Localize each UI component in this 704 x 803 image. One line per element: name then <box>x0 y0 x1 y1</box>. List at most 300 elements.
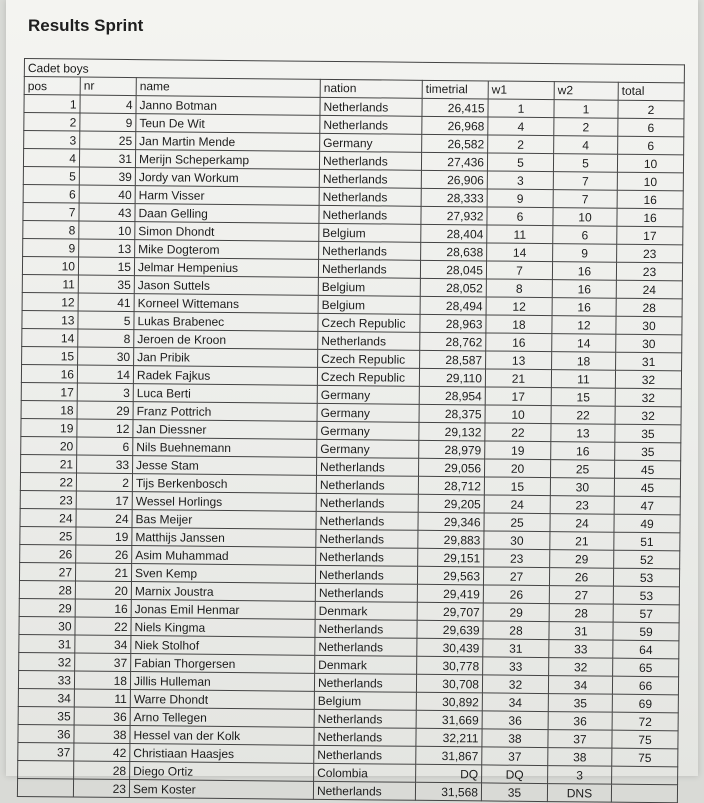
cell-timetrial: 30,439 <box>417 638 483 657</box>
cell-pos: 20 <box>21 436 77 455</box>
cell-total: 10 <box>617 154 683 173</box>
cell-nation: Netherlands <box>314 673 416 692</box>
cell-timetrial: 29,205 <box>418 494 484 513</box>
cell-pos: 18 <box>21 400 77 419</box>
cell-name: Jason Suttels <box>134 276 318 296</box>
cell-w1: 13 <box>486 351 552 370</box>
cell-w1: 37 <box>482 747 548 766</box>
cell-w1: 12 <box>486 297 552 316</box>
cell-nation: Germany <box>320 133 422 152</box>
cell-pos: 13 <box>22 310 78 329</box>
cell-w2: 22 <box>551 406 615 425</box>
cell-nation: Netherlands <box>316 475 418 494</box>
cell-timetrial: 28,052 <box>420 278 486 297</box>
cell-w1: 20 <box>484 459 550 478</box>
cell-pos: 2 <box>24 113 80 132</box>
cell-w2: 27 <box>549 586 613 605</box>
cell-w1: 21 <box>485 369 551 388</box>
cell-total: 30 <box>616 334 682 353</box>
cell-total: 32 <box>615 406 681 425</box>
cell-nation: Netherlands <box>319 187 421 206</box>
cell-name: Hessel van der Kolk <box>130 726 314 746</box>
cell-w2: 32 <box>549 658 613 677</box>
cell-w2: 15 <box>551 388 615 407</box>
cell-timetrial: 28,404 <box>421 224 487 243</box>
cell-name: Jonas Emil Henmar <box>131 600 315 620</box>
cell-timetrial: 29,151 <box>418 548 484 567</box>
cell-w2: 14 <box>552 334 616 353</box>
cell-pos: 11 <box>22 274 78 293</box>
cell-pos: 28 <box>19 580 75 599</box>
cell-nr: 28 <box>74 761 130 780</box>
cell-w1: 14 <box>487 243 553 262</box>
header-w2: w2 <box>554 82 618 101</box>
cell-total: 57 <box>613 604 679 623</box>
cell-total: 16 <box>617 190 683 209</box>
cell-pos: 32 <box>19 652 75 671</box>
cell-w2: 6 <box>553 226 617 245</box>
cell-nr: 14 <box>77 365 133 384</box>
cell-pos: 37 <box>18 742 74 761</box>
cell-nation: Netherlands <box>314 709 416 728</box>
cell-nr: 13 <box>79 239 135 258</box>
cell-name: Franz Pottrich <box>133 402 317 422</box>
cell-name: Warre Dhondt <box>130 690 314 710</box>
cell-timetrial: 28,587 <box>420 350 486 369</box>
cell-pos: 26 <box>20 544 76 563</box>
cell-nation: Netherlands <box>315 583 417 602</box>
cell-total: 6 <box>618 118 684 137</box>
cell-total: 31 <box>616 352 682 371</box>
cell-total: 49 <box>614 514 680 533</box>
cell-timetrial: 31,669 <box>416 710 482 729</box>
cell-total <box>611 784 677 803</box>
page-title: Results Sprint <box>28 16 144 35</box>
cell-nation: Netherlands <box>313 781 415 800</box>
cell-nation: Netherlands <box>314 745 416 764</box>
cell-total: 45 <box>614 478 680 497</box>
cell-nr: 30 <box>78 347 134 366</box>
cell-total: 30 <box>616 316 682 335</box>
cell-w1: 6 <box>487 207 553 226</box>
cell-timetrial: 32,211 <box>416 728 482 747</box>
cell-nr: 23 <box>73 779 129 798</box>
cell-timetrial: 28,963 <box>420 314 486 333</box>
cell-timetrial: 29,110 <box>419 368 485 387</box>
cell-pos: 16 <box>21 364 77 383</box>
cell-w1: 35 <box>481 783 547 802</box>
cell-timetrial: 31,568 <box>415 782 481 801</box>
cell-total: 24 <box>616 280 682 299</box>
cell-pos: 31 <box>19 634 75 653</box>
cell-w1: 23 <box>484 549 550 568</box>
cell-nr: 11 <box>74 689 130 708</box>
cell-nr: 34 <box>75 635 131 654</box>
cell-w2: 9 <box>553 244 617 263</box>
cell-nr: 36 <box>74 707 130 726</box>
cell-w2: 35 <box>548 694 612 713</box>
cell-w2: 24 <box>550 514 614 533</box>
cell-name: Teun De Wit <box>136 114 320 134</box>
cell-w1: 28 <box>483 621 549 640</box>
cell-timetrial: 27,436 <box>421 152 487 171</box>
cell-name: Matthijs Janssen <box>132 528 316 548</box>
cell-nation: Netherlands <box>315 637 417 656</box>
cell-w2: 7 <box>553 172 617 191</box>
cell-name: Jan Diessner <box>133 420 317 440</box>
cell-name: Janno Botman <box>136 96 320 116</box>
cell-nation: Netherlands <box>319 169 421 188</box>
cell-total: 51 <box>614 532 680 551</box>
cell-w1: 1 <box>488 99 554 118</box>
cell-name: Jordy van Workum <box>135 168 319 188</box>
cell-nation: Denmark <box>315 655 417 674</box>
cell-pos: 7 <box>23 202 79 221</box>
cell-name: Korneel Wittemans <box>134 294 318 314</box>
cell-nation: Germany <box>317 403 419 422</box>
cell-name: Harm Visser <box>135 186 319 206</box>
cell-w2: 31 <box>549 622 613 641</box>
cell-w1: 27 <box>483 567 549 586</box>
cell-timetrial: 26,415 <box>422 98 488 117</box>
header-nation: nation <box>320 79 422 98</box>
cell-nr: 38 <box>74 725 130 744</box>
cell-nr: 43 <box>79 203 135 222</box>
cell-total: 47 <box>614 496 680 515</box>
cell-nr: 3 <box>77 383 133 402</box>
cell-total: 59 <box>613 622 679 641</box>
cell-w2: 7 <box>553 190 617 209</box>
cell-nr: 39 <box>79 167 135 186</box>
cell-nr: 15 <box>78 257 134 276</box>
cell-w2: 38 <box>548 748 612 767</box>
cell-w2: 10 <box>553 208 617 227</box>
cell-nr: 9 <box>80 113 136 132</box>
cell-total: 35 <box>615 424 681 443</box>
cell-nr: 19 <box>76 527 132 546</box>
cell-name: Simon Dhondt <box>135 222 319 242</box>
cell-pos: 29 <box>19 598 75 617</box>
cell-w1: 38 <box>482 729 548 748</box>
cell-timetrial: 28,979 <box>419 440 485 459</box>
cell-nr: 18 <box>74 671 130 690</box>
cell-w1: 15 <box>484 477 550 496</box>
cell-nation: Colombia <box>314 763 416 782</box>
cell-w2: 16 <box>551 442 615 461</box>
cell-nr: 22 <box>75 617 131 636</box>
cell-timetrial: 29,056 <box>419 458 485 477</box>
cell-nation: Germany <box>317 385 419 404</box>
cell-timetrial: 30,892 <box>416 692 482 711</box>
cell-pos: 34 <box>18 688 74 707</box>
cell-nation: Netherlands <box>319 205 421 224</box>
header-name: name <box>136 78 320 98</box>
cell-w1: 5 <box>487 153 553 172</box>
cell-w1: 34 <box>482 693 548 712</box>
cell-name: Diego Ortiz <box>130 762 314 782</box>
cell-pos: 10 <box>22 256 78 275</box>
cell-total: 10 <box>617 172 683 191</box>
cell-pos: 3 <box>24 131 80 150</box>
cell-total: 23 <box>617 244 683 263</box>
cell-nation: Netherlands <box>319 151 421 170</box>
cell-w1: 30 <box>484 531 550 550</box>
cell-nr: 2 <box>76 473 132 492</box>
cell-total: 65 <box>613 658 679 677</box>
cell-nr: 16 <box>75 599 131 618</box>
cell-w1: 2 <box>488 135 554 154</box>
cell-w1: 19 <box>485 441 551 460</box>
cell-w1: 17 <box>485 387 551 406</box>
cell-nr: 24 <box>76 509 132 528</box>
cell-name: Sem Koster <box>129 780 313 800</box>
cell-nation: Denmark <box>315 601 417 620</box>
cell-w2: 23 <box>550 496 614 515</box>
cell-pos: 8 <box>23 220 79 239</box>
cell-name: Asim Muhammad <box>132 546 316 566</box>
cell-total <box>612 766 678 785</box>
cell-nr: 5 <box>78 311 134 330</box>
cell-pos: 12 <box>22 292 78 311</box>
cell-pos: 35 <box>18 706 74 725</box>
results-sheet <box>6 0 698 800</box>
cell-w2: 2 <box>554 118 618 137</box>
cell-nr: 29 <box>77 401 133 420</box>
cell-name: Jan Pribik <box>134 348 318 368</box>
cell-w2: 29 <box>550 550 614 569</box>
cell-w1: 22 <box>485 423 551 442</box>
cell-name: Marnix Joustra <box>131 582 315 602</box>
cell-pos: 19 <box>21 418 77 437</box>
cell-nation: Netherlands <box>320 97 422 116</box>
cell-nr: 26 <box>76 545 132 564</box>
header-timetrial: timetrial <box>422 80 488 99</box>
cell-name: Daan Gelling <box>135 204 319 224</box>
cell-w2: 34 <box>548 676 612 695</box>
cell-pos: 17 <box>21 382 77 401</box>
cell-pos <box>18 760 74 779</box>
header-pos: pos <box>24 77 80 96</box>
cell-name: Fabian Thorgersen <box>131 654 315 674</box>
cell-total: 2 <box>618 100 684 119</box>
cell-w1: 36 <box>482 711 548 730</box>
cell-nation: Netherlands <box>316 493 418 512</box>
cell-nr: 21 <box>75 563 131 582</box>
cell-w1: 3 <box>487 171 553 190</box>
cell-nr: 8 <box>78 329 134 348</box>
cell-w2: 37 <box>548 730 612 749</box>
cell-nation: Netherlands <box>316 529 418 548</box>
cell-pos: 30 <box>19 616 75 635</box>
cell-w2: 16 <box>552 280 616 299</box>
cell-nr: 40 <box>79 185 135 204</box>
cell-timetrial: 28,638 <box>421 242 487 261</box>
cell-timetrial: 28,712 <box>418 476 484 495</box>
cell-w1: 29 <box>483 603 549 622</box>
cell-timetrial: 26,906 <box>421 170 487 189</box>
cell-timetrial: 28,762 <box>420 332 486 351</box>
cell-total: 53 <box>613 586 679 605</box>
cell-total: 32 <box>615 370 681 389</box>
cell-timetrial: 29,419 <box>417 584 483 603</box>
cell-w1: 31 <box>483 639 549 658</box>
cell-timetrial: 31,867 <box>416 746 482 765</box>
cell-timetrial: DQ <box>416 764 482 783</box>
cell-total: 35 <box>615 442 681 461</box>
cell-total: 23 <box>616 262 682 281</box>
cell-nr: 6 <box>77 437 133 456</box>
cell-timetrial: 30,708 <box>416 674 482 693</box>
cell-pos: 4 <box>23 149 79 168</box>
cell-w1: 7 <box>486 261 552 280</box>
cell-name: Lukas Brabenec <box>134 312 318 332</box>
cell-w2: 28 <box>549 604 613 623</box>
cell-total: 75 <box>612 748 678 767</box>
header-nr: nr <box>80 77 136 96</box>
cell-timetrial: 29,132 <box>419 422 485 441</box>
cell-w2: 12 <box>552 316 616 335</box>
cell-timetrial: 28,045 <box>420 260 486 279</box>
cell-timetrial: 29,346 <box>418 512 484 531</box>
cell-nation: Netherlands <box>316 511 418 530</box>
category-label: Cadet boys <box>24 59 684 83</box>
cell-nation: Netherlands <box>318 259 420 278</box>
cell-w2: 36 <box>548 712 612 731</box>
cell-timetrial: 28,494 <box>420 296 486 315</box>
cell-nr: 4 <box>80 95 136 114</box>
cell-w1: 25 <box>484 513 550 532</box>
cell-w2: DNS <box>547 784 611 803</box>
cell-pos: 33 <box>18 670 74 689</box>
cell-nr: 20 <box>75 581 131 600</box>
cell-total: 75 <box>612 730 678 749</box>
cell-name: Jelmar Hempenius <box>134 258 318 278</box>
cell-nr: 41 <box>78 293 134 312</box>
cell-name: Radek Fajkus <box>133 366 317 386</box>
cell-name: Christiaan Haasjes <box>130 744 314 764</box>
cell-w1: DQ <box>482 765 548 784</box>
cell-name: Tijs Berkenbosch <box>132 474 316 494</box>
cell-total: 64 <box>613 640 679 659</box>
cell-pos <box>17 778 73 797</box>
cell-name: Arno Tellegen <box>130 708 314 728</box>
cell-total: 17 <box>617 226 683 245</box>
cell-nation: Netherlands <box>319 241 421 260</box>
cell-pos: 36 <box>18 724 74 743</box>
cell-w2: 13 <box>551 424 615 443</box>
cell-name: Niek Stolhof <box>131 636 315 656</box>
cell-nation: Czech Republic <box>318 349 420 368</box>
cell-nr: 37 <box>75 653 131 672</box>
cell-nation: Czech Republic <box>317 367 419 386</box>
cell-nation: Belgium <box>318 277 420 296</box>
cell-nation: Netherlands <box>315 565 417 584</box>
cell-name: Bas Meijer <box>132 510 316 530</box>
cell-timetrial: 29,707 <box>417 602 483 621</box>
cell-pos: 6 <box>23 184 79 203</box>
cell-nation: Netherlands <box>314 727 416 746</box>
cell-timetrial: 28,333 <box>421 188 487 207</box>
cell-nation: Netherlands <box>318 331 420 350</box>
cell-total: 32 <box>615 388 681 407</box>
cell-name: Sven Kemp <box>131 564 315 584</box>
cell-w1: 33 <box>483 657 549 676</box>
cell-pos: 14 <box>22 328 78 347</box>
cell-total: 69 <box>612 694 678 713</box>
header-total: total <box>618 82 684 101</box>
cell-total: 45 <box>614 460 680 479</box>
cell-timetrial: 30,778 <box>417 656 483 675</box>
cell-total: 16 <box>617 208 683 227</box>
cell-w2: 3 <box>548 766 612 785</box>
cell-nation: Germany <box>317 439 419 458</box>
cell-pos: 23 <box>20 490 76 509</box>
cell-timetrial: 28,375 <box>419 404 485 423</box>
cell-nation: Netherlands <box>316 547 418 566</box>
cell-w1: 4 <box>488 117 554 136</box>
cell-w2: 25 <box>550 460 614 479</box>
cell-w2: 1 <box>554 100 618 119</box>
cell-timetrial: 26,582 <box>422 134 488 153</box>
cell-w2: 16 <box>552 262 616 281</box>
cell-w1: 16 <box>486 333 552 352</box>
cell-name: Mike Dogterom <box>135 240 319 260</box>
cell-pos: 27 <box>19 562 75 581</box>
cell-w1: 9 <box>487 189 553 208</box>
cell-timetrial: 29,563 <box>417 566 483 585</box>
cell-timetrial: 29,883 <box>418 530 484 549</box>
cell-nr: 12 <box>77 419 133 438</box>
cell-w1: 11 <box>487 225 553 244</box>
cell-w1: 32 <box>482 675 548 694</box>
cell-w2: 33 <box>549 640 613 659</box>
cell-pos: 25 <box>20 526 76 545</box>
cell-total: 28 <box>616 298 682 317</box>
cell-w1: 26 <box>483 585 549 604</box>
cell-timetrial: 28,954 <box>419 386 485 405</box>
cell-nr: 25 <box>80 131 136 150</box>
cell-total: 72 <box>612 712 678 731</box>
cell-w2: 21 <box>550 532 614 551</box>
cell-name: Jeroen de Kroon <box>134 330 318 350</box>
results-table <box>17 58 685 803</box>
cell-pos: 9 <box>23 238 79 257</box>
cell-pos: 5 <box>23 166 79 185</box>
cell-nation: Netherlands <box>315 619 417 638</box>
cell-nr: 35 <box>78 275 134 294</box>
cell-nr: 17 <box>76 491 132 510</box>
results-body <box>17 95 684 803</box>
cell-w2: 30 <box>550 478 614 497</box>
cell-total: 6 <box>618 136 684 155</box>
cell-pos: 15 <box>22 346 78 365</box>
cell-name: Niels Kingma <box>131 618 315 638</box>
cell-w1: 18 <box>486 315 552 334</box>
cell-nation: Czech Republic <box>318 313 420 332</box>
cell-nr: 10 <box>79 221 135 240</box>
cell-total: 53 <box>613 568 679 587</box>
cell-total: 52 <box>614 550 680 569</box>
cell-timetrial: 27,932 <box>421 206 487 225</box>
cell-w2: 4 <box>554 136 618 155</box>
cell-name: Luca Berti <box>133 384 317 404</box>
cell-pos: 24 <box>20 508 76 527</box>
cell-name: Wessel Horlings <box>132 492 316 512</box>
cell-w1: 10 <box>485 405 551 424</box>
cell-name: Nils Buehnemann <box>133 438 317 458</box>
cell-name: Jan Martin Mende <box>136 132 320 152</box>
cell-pos: 22 <box>20 472 76 491</box>
